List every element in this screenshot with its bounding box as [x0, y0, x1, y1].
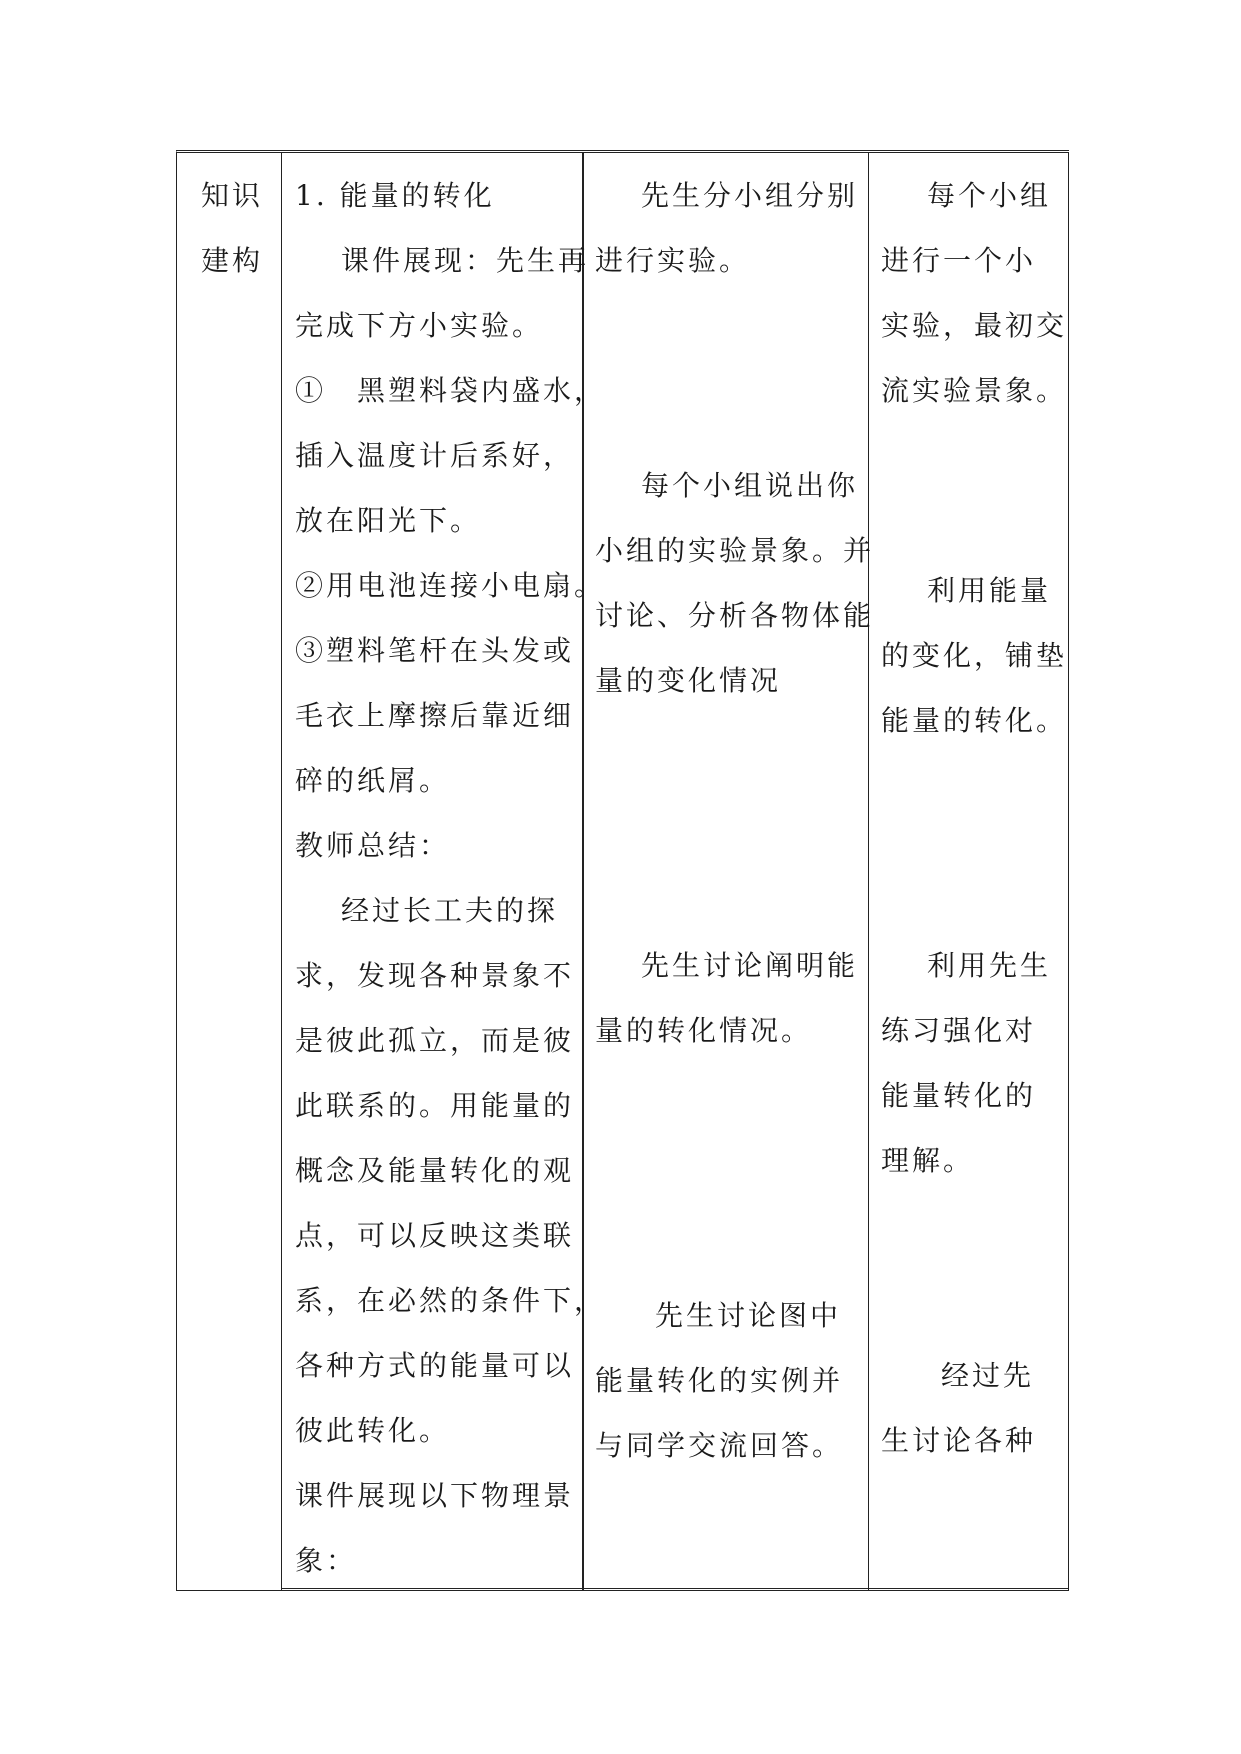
text-line: 完成下方小实验。	[295, 309, 544, 342]
text-line: 能量的转化。	[881, 704, 1068, 737]
text-line: 实验，最初交	[881, 309, 1068, 342]
section-heading: 1. 能量的转化	[295, 179, 495, 212]
student-activity-block-1	[595, 163, 858, 293]
design-intent-block-2	[881, 558, 1067, 753]
text-line: 量的变化情况	[595, 664, 782, 697]
text-line: ① 黑塑料袋内盛水，	[295, 374, 606, 407]
design-intent-block-1	[881, 163, 1067, 423]
text-line: ③塑料笔杆在头发或	[295, 634, 575, 667]
text-line: 系，在必然的条件下，	[295, 1284, 606, 1317]
text-line: 与同学交流回答。	[595, 1429, 844, 1462]
text-line: 进行实验。	[595, 244, 751, 277]
category-line: 知识	[201, 179, 264, 212]
text-line: 能量转化的实例并	[595, 1364, 844, 1397]
text-line: 流实验景象。	[881, 374, 1068, 407]
bottom-rule-left	[177, 1590, 281, 1591]
text-line: 每个小组说出你	[641, 469, 859, 502]
text-line: 此联系的。用能量的	[295, 1089, 575, 1122]
category-line: 建构	[201, 244, 264, 277]
column-divider-4	[1068, 153, 1069, 1591]
column-divider-3	[868, 153, 869, 1591]
text-line: 概念及能量转化的观	[295, 1154, 575, 1187]
text-line: 能量转化的	[881, 1079, 1037, 1112]
student-activity-block-4	[595, 1283, 843, 1478]
text-line: 经过先	[941, 1359, 1035, 1392]
text-line: 利用先生	[927, 949, 1052, 982]
text-line: 生讨论各种	[881, 1424, 1037, 1457]
text-line: 进行一个小	[881, 244, 1037, 277]
text-line: 每个小组	[927, 179, 1052, 212]
text-line: 求，发现各种景象不	[295, 959, 575, 992]
text-line: 小组的实验景象。并	[595, 534, 875, 567]
text-line: 经过长工夫的探	[341, 894, 559, 927]
text-line: ②用电池连接小电扇。	[295, 569, 606, 602]
text-line: 放在阳光下。	[295, 504, 482, 537]
design-intent-block-4	[881, 1343, 1036, 1473]
text-line: 点，可以反映这类联	[295, 1219, 575, 1252]
text-line: 教师总结：	[295, 829, 451, 862]
student-activity-block-2	[595, 453, 874, 713]
text-line: 练习强化对	[881, 1014, 1037, 1047]
text-line: 先生讨论阐明能	[641, 949, 859, 982]
text-line: 的变化，铺垫	[881, 639, 1068, 672]
text-line: 利用能量	[927, 574, 1052, 607]
text-line: 各种方式的能量可以	[295, 1349, 575, 1382]
text-line: 彼此转化。	[295, 1414, 451, 1447]
text-line: 毛衣上摩擦后靠近细	[295, 699, 575, 732]
text-line: 先生分小组分别	[641, 179, 859, 212]
text-line: 碎的纸屑。	[295, 764, 451, 797]
text-line: 讨论、分析各物体能	[595, 599, 875, 632]
text-line: 课件展现：先生再	[341, 244, 590, 277]
category-cell	[201, 163, 263, 293]
text-line: 是彼此孤立，而是彼	[295, 1024, 575, 1057]
text-line: 象：	[295, 1544, 358, 1577]
text-line: 先生讨论图中	[655, 1299, 842, 1332]
design-intent-block-3	[881, 933, 1051, 1193]
teacher-activity-cell	[295, 163, 605, 1593]
lesson-table	[176, 150, 1069, 1591]
column-divider-1	[281, 153, 282, 1591]
text-line: 课件展现以下物理景	[295, 1479, 575, 1512]
text-line: 量的转化情况。	[595, 1014, 813, 1047]
text-line: 理解。	[881, 1144, 975, 1177]
student-activity-block-3	[595, 933, 858, 1063]
text-line: 插入温度计后系好，	[295, 439, 575, 472]
